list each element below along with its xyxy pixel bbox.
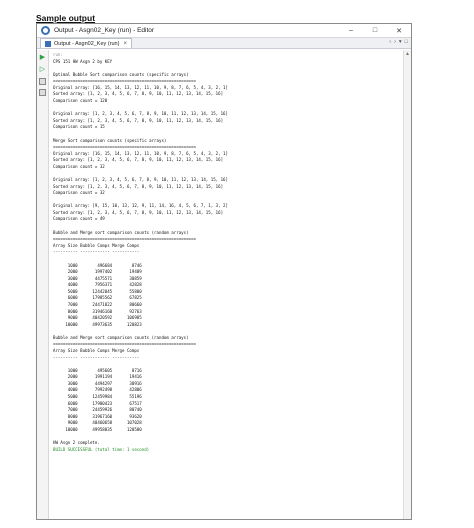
tab-output[interactable] <box>40 38 132 48</box>
tab-controls <box>389 39 408 45</box>
tab-strip <box>37 38 411 49</box>
console-line: Sorted array: [1, 2, 3, 4, 5, 6, 7, 8, 9, 10, 11, 12, 13, 14, 15, 16] <box>53 157 224 163</box>
scroll-up-icon[interactable]: ▲ <box>405 51 410 57</box>
console-line: 1000 496684 8746 <box>53 262 142 268</box>
console-line: ========================================================== <box>53 236 196 242</box>
console-line: Array Size Bubble Comps Merge Comps <box>53 242 140 248</box>
console-line: 8000 31946160 92763 <box>53 308 142 314</box>
console-line <box>53 223 401 230</box>
console-line: Original array: [1, 2, 3, 4, 5, 6, 7, 8, 9, 10, 11, 12, 13, 14, 15, 16] <box>53 111 228 117</box>
console-line: Comparison count = 15 <box>53 124 105 130</box>
console-line: Optimal Bubble Sort comparison counts (specific arrays) <box>53 71 189 77</box>
vertical-scrollbar[interactable] <box>403 50 411 519</box>
console-line: 2000 1991194 19416 <box>53 374 142 380</box>
console-line: CPS 151 HW Asgn 2 by KEY <box>53 58 113 64</box>
title-bar <box>37 24 411 38</box>
console-line <box>53 328 401 335</box>
scroll-tabs-right-icon[interactable]: › <box>394 39 396 45</box>
console-line: Bubble and Merge sort comparison counts (random arrays) <box>53 229 189 235</box>
tab-list-icon[interactable]: ▾ <box>398 39 402 45</box>
console-line: 2000 1997402 19489 <box>53 269 142 275</box>
tab-close-icon[interactable]: × <box>123 40 127 47</box>
scroll-tabs-left-icon[interactable]: ‹ <box>389 39 392 45</box>
console-line: 6000 17980423 67517 <box>53 400 142 406</box>
console-line: Comparison count = 32 <box>53 163 105 169</box>
console-line <box>53 434 401 441</box>
console-line: ---------- ------------ ----------- <box>53 249 140 255</box>
settings-icon[interactable] <box>39 89 46 96</box>
console-line: 3000 4494297 30916 <box>53 380 142 386</box>
console-line <box>53 170 401 177</box>
console-line: Comparison count = 49 <box>53 216 105 222</box>
console-line: Comparison count = 32 <box>53 190 105 196</box>
console-line: ========================================================== <box>53 78 196 84</box>
console-line: Sorted array: [1, 2, 3, 4, 5, 6, 7, 8, 9, 10, 11, 12, 13, 14, 15, 16] <box>53 183 224 189</box>
console-line: Original array: [9, 15, 10, 13, 12, 9, 11, 14, 16, 4, 5, 6, 7, 1, 3, 2] <box>53 203 228 209</box>
tab-label: Output - Asgn02_Key (run) <box>54 40 120 47</box>
console-line: 7000 24471822 80660 <box>53 301 142 307</box>
console-line <box>53 361 401 368</box>
console-line: 4000 7956371 42828 <box>53 282 142 288</box>
sample-output-heading: Sample output <box>36 13 96 23</box>
console-output <box>53 52 401 517</box>
console-line <box>53 105 401 112</box>
console-line: 10000 49973635 120823 <box>53 321 142 327</box>
stop-icon[interactable] <box>39 78 46 85</box>
console-line: Sorted array: [1, 2, 3, 4, 5, 6, 7, 8, 9, 10, 11, 12, 13, 14, 15, 16] <box>53 91 224 97</box>
console-line: Bubble and Merge sort comparison counts (random arrays) <box>53 334 189 340</box>
console-line: ---------- ------------ ----------- <box>53 354 140 360</box>
console-line: 8000 31967160 93620 <box>53 413 142 419</box>
console-line: 10000 49958035 120580 <box>53 426 142 432</box>
console-line: Original array: [1, 2, 3, 4, 5, 6, 7, 8, 9, 10, 11, 12, 13, 14, 15, 16] <box>53 176 228 182</box>
console-line: 9000 40420592 106985 <box>53 315 142 321</box>
console-line <box>53 65 401 72</box>
console-line: run: <box>53 52 63 57</box>
minimize-button[interactable]: – <box>349 27 353 34</box>
console-line: Original array: [16, 15, 14, 13, 12, 11, 10, 9, 8, 7, 6, 5, 4, 3, 2, 1] <box>53 84 228 90</box>
netbeans-icon <box>41 26 50 35</box>
console-line: BUILD SUCCESSFUL (total time: 1 second) <box>53 446 150 452</box>
close-button[interactable]: ✕ <box>396 27 402 35</box>
console-line: Sorted array: [1, 2, 3, 4, 5, 6, 7, 8, 9, 10, 11, 12, 13, 14, 15, 16] <box>53 209 224 215</box>
output-window <box>36 23 412 520</box>
console-line: 6000 17985562 67825 <box>53 295 142 301</box>
console-line: 5000 12442045 55800 <box>53 288 142 294</box>
console-line: 3000 4475571 30859 <box>53 275 142 281</box>
console-line: Comparison count = 120 <box>53 98 108 104</box>
console-line: Original array: [16, 15, 14, 13, 12, 11, 10, 9, 8, 7, 6, 5, 4, 3, 2, 1] <box>53 150 228 156</box>
console-line: 7000 24459926 80740 <box>53 407 142 413</box>
rerun-icon[interactable]: ▷ <box>39 66 46 73</box>
run-icon[interactable]: ▶ <box>39 54 46 61</box>
console-line: Array Size Bubble Comps Merge Comps <box>53 348 140 354</box>
console-line <box>53 131 401 138</box>
output-icon <box>45 41 51 47</box>
console-line: 4000 7992498 42806 <box>53 387 142 393</box>
console-line: 5000 12459984 55196 <box>53 394 142 400</box>
console-line: Sorted array: [1, 2, 3, 4, 5, 6, 7, 8, 9, 10, 11, 12, 13, 14, 15, 16] <box>53 117 224 123</box>
output-toolbar <box>37 50 49 519</box>
maximize-panel-icon[interactable]: □ <box>404 39 408 45</box>
maximize-button[interactable]: □ <box>372 27 378 34</box>
console-line <box>53 197 401 204</box>
console-line: HW Asgn 2 complete. <box>53 440 100 446</box>
console-line: ========================================================== <box>53 144 196 150</box>
console-line: ========================================================== <box>53 341 196 347</box>
console-line: 1000 495605 8716 <box>53 367 142 373</box>
console-line: Merge Sort comparison counts (specific arrays) <box>53 137 167 143</box>
console-line: 9000 40460658 107028 <box>53 420 142 426</box>
window-title: Output - Asgn02_Key (run) - Editor <box>54 27 155 34</box>
console-line <box>53 256 401 263</box>
